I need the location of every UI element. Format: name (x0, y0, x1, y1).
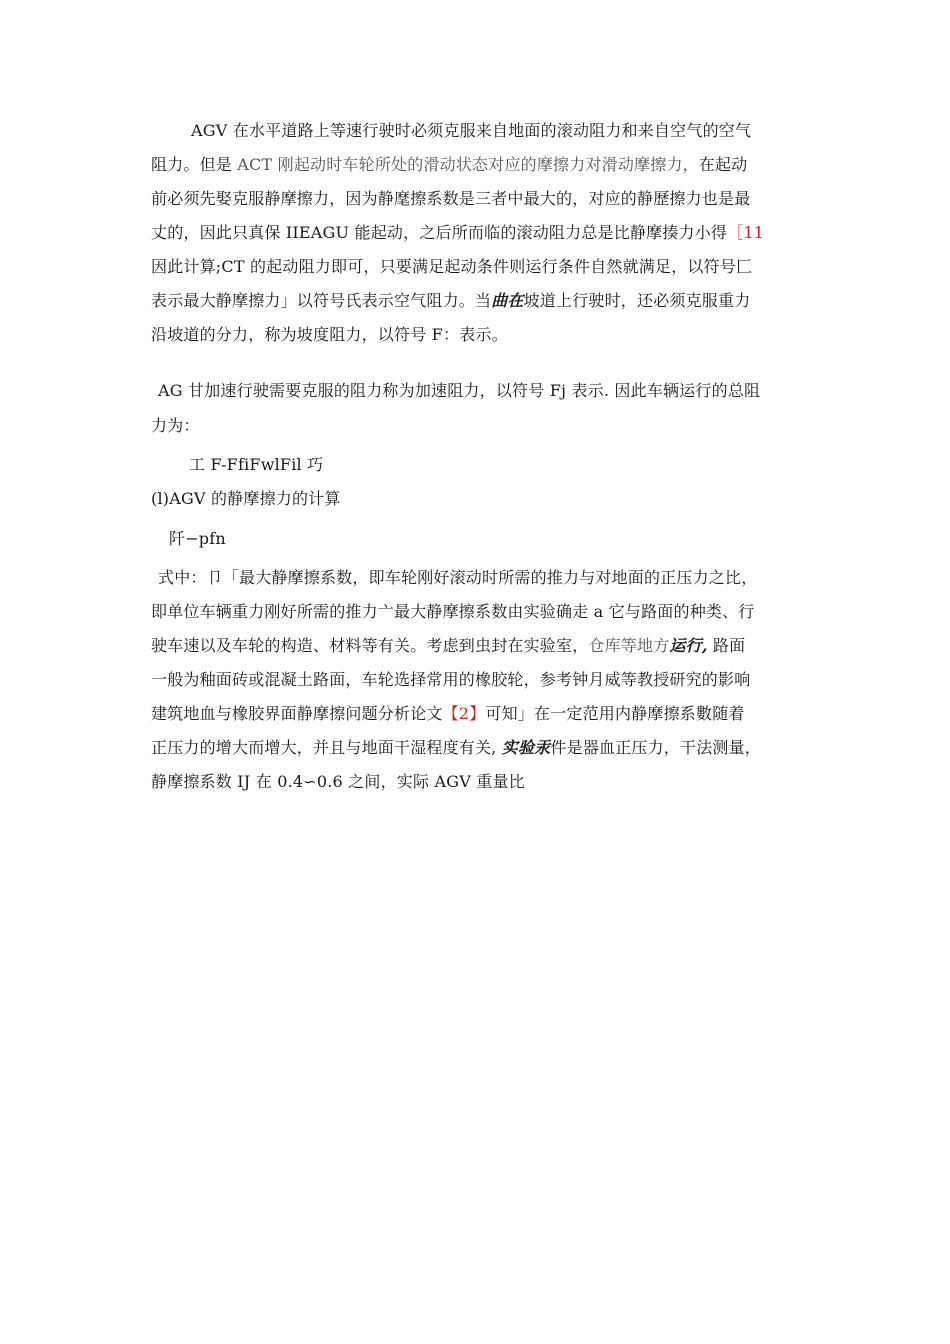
text-span: 丈的，因此只真保 IIEAGU 能起动，之后所而临的滚动阻力总是比静摩揍力小得 (151, 223, 728, 242)
paragraph3-line3 (151, 636, 745, 656)
text-span: AGV 在水平道路上等速行驶时必须克服来自地面的滚动阻力和来自空气的空气 (191, 121, 752, 140)
paragraph1-line4 (151, 223, 764, 243)
text-span: 在起动 (698, 155, 748, 174)
text-span: AG 甘加速行驶需要克服的阻力称为加速阻力，以符号 Fj 表示. 因此车辆运行的总阻 (158, 381, 761, 400)
paragraph1-line5 (151, 257, 752, 277)
text-span: 建筑地血与橡胶界面静摩擦问题分析论文 (151, 704, 443, 723)
heading-text: (l)AGV 的静摩擦力的计算 (151, 489, 341, 508)
paragraph1-line1 (191, 121, 751, 141)
text-span: 力为： (151, 416, 200, 435)
formula-static-friction (169, 529, 226, 549)
paragraph3-line7 (151, 772, 525, 792)
paragraph1-line7 (151, 325, 508, 345)
text-span: 静摩擦系数 IJ 在 0.4∽0.6 之间，实际 AGV 重量比 (151, 772, 525, 791)
paragraph3-line4 (151, 670, 750, 690)
formula-text: 阡−pfn (169, 529, 226, 548)
text-span: 坡道上行驶时，还必须克服重力 (523, 291, 751, 310)
section-heading (151, 489, 341, 509)
text-span: 因此计算;CT 的起动阻力即可，只要满足起动条件则运行条件自然就满足，以符号匚 (151, 257, 753, 276)
paragraph1-line2 (151, 155, 747, 175)
text-span: 正压力的增大而增大，并且与地面干湿程度有关, (151, 738, 502, 757)
text-span-muted: ACT 刚起动时车轮所处的滑动状态对应的摩擦力对滑动摩擦力， (237, 155, 699, 174)
text-span: 路面 (707, 636, 746, 655)
formula-text: 工 F-FfiFwlFil 巧 (189, 455, 324, 474)
text-span-muted: 仓库等地方 (588, 636, 670, 655)
text-span-bold-italic: 实验汞 (501, 738, 551, 757)
citation-ref: ［11 (727, 223, 765, 242)
paragraph3-line5 (151, 704, 745, 724)
text-span: 表示最大静摩擦力」以符号氏表示空气阻力。当 (151, 291, 492, 310)
text-span-bold-italic: 曲在 (491, 291, 524, 310)
text-span-bold-italic: 运行, (669, 636, 708, 655)
paragraph3-line1 (158, 568, 757, 588)
text-span: 件是器血正压力，干法测量， (550, 738, 761, 757)
paragraph2-line1 (158, 381, 760, 401)
paragraph2-line2 (151, 416, 200, 436)
citation-ref: 【2】 (442, 704, 486, 723)
text-span: 式中：卩「最大静摩擦系数，即车轮刚好滚动时所需的推力与对地面的正压力之比， (158, 568, 758, 587)
text-span: 一般为釉面砖或混凝土路面，车轮选择常用的橡胶轮，参考钟月威等教授研究的影响 (151, 670, 751, 689)
formula-total-resistance (189, 455, 323, 475)
text-span: 前必须先娶克服静摩擦力，因为静麾擦系数是三者中最大的，对应的静歷擦力也是最 (151, 189, 751, 208)
text-span: 驶车速以及车轮的构造、材料等有关。考虑到虫封在实验室， (151, 636, 589, 655)
text-span: 可知」在一定范用内静摩擦系數随着 (485, 704, 745, 723)
paragraph1-line6 (151, 291, 750, 311)
paragraph3-line6 (151, 738, 761, 758)
paragraph3-line2 (151, 602, 755, 622)
text-span: 沿坡道的分力，称为坡度阻力，以符号 F：表示。 (151, 325, 508, 344)
paragraph1-line3 (151, 189, 750, 209)
text-span: 即单位车辆重力刚好所需的推力亠最大静摩擦系数由实验确走 a 它与路面的种类、行 (151, 602, 755, 621)
text-span: 阻力。但是 (151, 155, 238, 174)
